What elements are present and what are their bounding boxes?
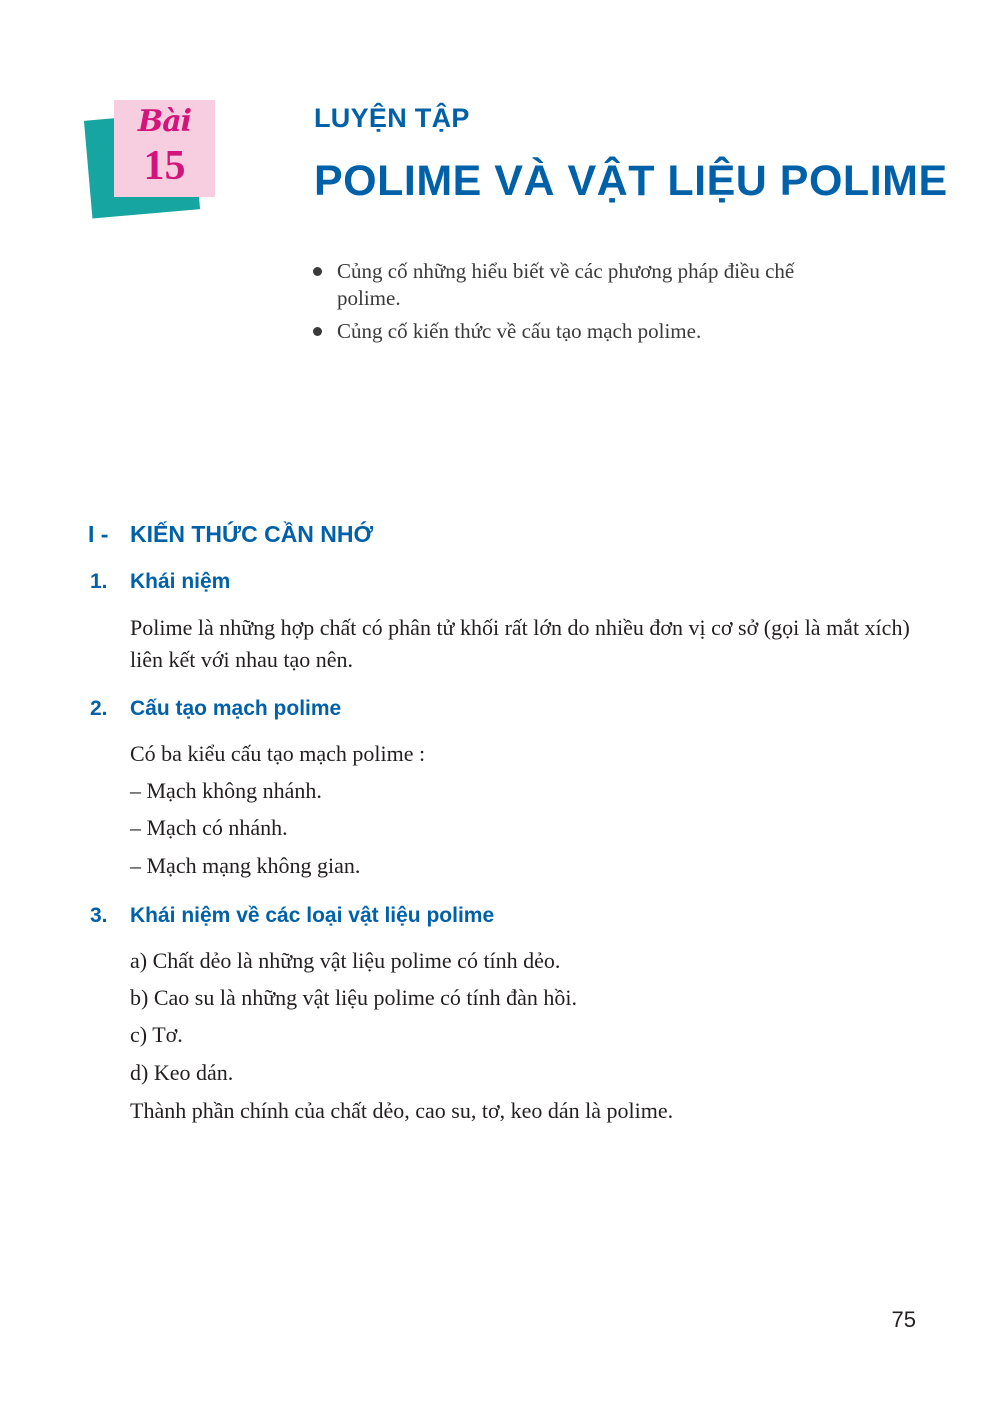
page-number: 75 [891, 1307, 916, 1332]
structure-item: – Mạch không nhánh. [130, 778, 322, 803]
material-item: b) Cao su là những vật liệu polime có tính đàn hồi. [130, 985, 577, 1010]
badge-word: Bài [137, 104, 192, 139]
subsection-number: 2. [90, 697, 108, 720]
objectives-list [313, 258, 833, 351]
material-item: d) Keo dán. [130, 1060, 234, 1085]
material-item: c) Tơ. [130, 1022, 183, 1047]
subsection-title: Khái niệm [130, 570, 231, 593]
badge-pink-square [114, 100, 215, 197]
subsection-title: Khái niệm về các loại vật liệu polime [130, 904, 495, 927]
section-heading [88, 521, 373, 548]
section-title: KIẾN THỨC CẦN NHỚ [130, 521, 374, 547]
badge-number: 15 [143, 143, 186, 189]
objective-text: Củng cố những hiểu biết về các phương pháp điều chế polime. [337, 259, 795, 310]
definition-paragraph: Polime là những hợp chất có phân tử khối rất lớn do nhiều đơn vị cơ sở (gọi là mắt xích) liên kết với nhau tạo nên. [130, 615, 910, 672]
bullet-icon [313, 267, 322, 276]
structure-intro: Có ba kiểu cấu tạo mạch polime : [130, 741, 426, 766]
lesson-subtitle: LUYỆN TẬP [314, 103, 470, 133]
subsection-number: 1. [90, 570, 108, 593]
objective-text: Củng cố kiến thức về cấu tạo mạch polime. [337, 319, 702, 343]
subsection-number: 3. [90, 904, 108, 927]
subsection-heading-1 [90, 570, 230, 594]
structure-item: – Mạch có nhánh. [130, 815, 288, 840]
objective-item [313, 258, 833, 312]
subsection-title: Cấu tạo mạch polime [130, 697, 342, 720]
subsection-heading-3 [90, 904, 494, 928]
bullet-icon [313, 327, 322, 336]
lesson-badge [88, 98, 218, 222]
materials-summary: Thành phần chính của chất dẻo, cao su, tơ, keo dán là polime. [130, 1098, 674, 1123]
lesson-title: POLIME VÀ VẬT LIỆU POLIME [314, 157, 948, 205]
objective-item [313, 318, 833, 345]
section-number: I - [88, 521, 109, 547]
material-item: a) Chất dẻo là những vật liệu polime có tính dẻo. [130, 948, 561, 973]
subsection-heading-2 [90, 697, 341, 721]
structure-item: – Mạch mạng không gian. [130, 853, 361, 878]
